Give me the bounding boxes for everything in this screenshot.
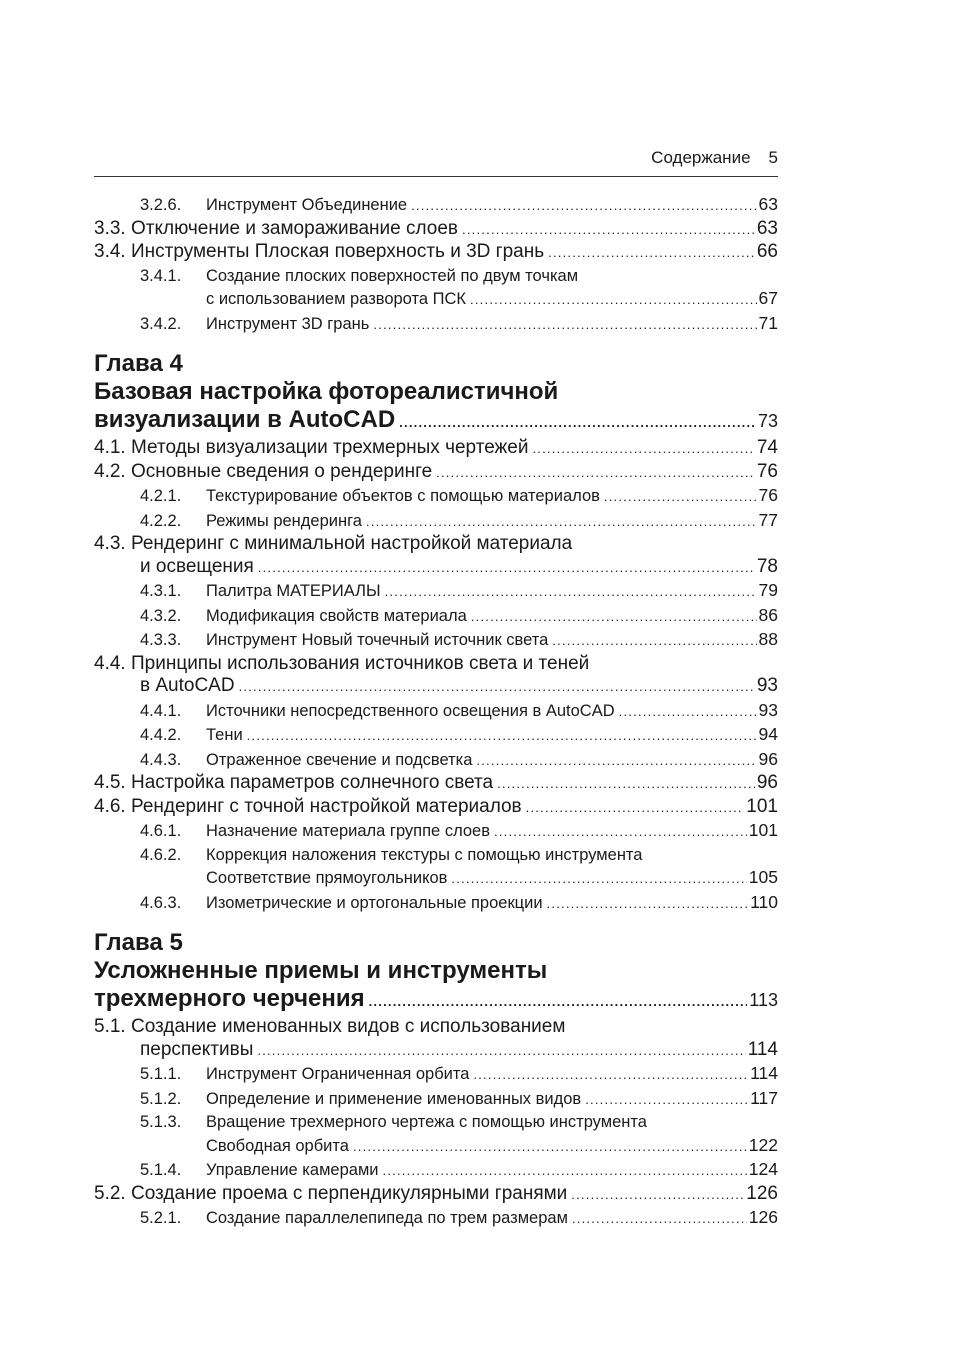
entry-number: 5.2.1. (140, 1209, 182, 1227)
entry-number: 3.3. (94, 217, 126, 239)
entry-number: 4.6. (94, 795, 126, 817)
entry-title: Создание именованных видов с использованием (130, 1016, 566, 1037)
entry-number: 4.3.1. (140, 582, 182, 600)
entry-page-number: 126 (748, 1207, 778, 1227)
toc-entry[interactable] (94, 1016, 778, 1039)
toc-entry[interactable] (94, 748, 778, 773)
toc-entry-continuation[interactable] (94, 556, 778, 580)
dot-leader (572, 1207, 747, 1231)
entry-page-number: 76 (756, 460, 778, 482)
toc-page (94, 144, 778, 1231)
entry-number: 4.4.2. (140, 726, 182, 744)
entry-page-number: 124 (748, 1159, 778, 1179)
dot-leader (366, 510, 757, 534)
dot-leader (451, 867, 746, 891)
entry-title: Тени (206, 726, 243, 744)
entry-page-number: 79 (758, 580, 778, 600)
dot-leader (497, 772, 755, 796)
toc-entry[interactable] (94, 891, 778, 916)
toc-entry-chapter[interactable] (94, 406, 778, 437)
entry-page-number: 63 (758, 194, 778, 214)
toc-entry-continuation[interactable] (94, 1134, 778, 1159)
entry-number: 4.6.3. (140, 893, 182, 912)
entry-number: 4.3. (94, 533, 126, 554)
entry-title: Основные сведения о рендеринге (130, 460, 433, 482)
toc-entry[interactable] (94, 484, 778, 509)
entry-page-number: 86 (758, 604, 778, 625)
entry-number: 4.2.2. (140, 511, 182, 530)
entry-page-number: 76 (758, 485, 778, 505)
toc-entry[interactable] (94, 1087, 778, 1112)
entry-page-number: 105 (748, 867, 778, 887)
toc-entry[interactable] (94, 1158, 778, 1183)
entry-number: 4.6.1. (140, 822, 182, 840)
chapter-title-line: трехмерного черчения (94, 985, 365, 1012)
toc-entry[interactable] (94, 628, 778, 653)
entry-title: Вращение трехмерного чертежа с помощью инструмента (206, 1113, 647, 1131)
entry-title: Коррекция наложения текстуры с помощью инструмента (206, 845, 643, 864)
entry-page-number: 63 (756, 217, 778, 239)
entry-number: 4.2. (94, 460, 126, 482)
entry-page-number: 96 (758, 748, 778, 769)
toc-entry[interactable] (94, 772, 778, 796)
toc-entry[interactable] (94, 1206, 778, 1231)
entry-title: Текстурирование объектов с помощью материалов (206, 487, 600, 505)
toc-entry[interactable] (94, 509, 778, 534)
toc-entry[interactable] (94, 1062, 778, 1087)
chapter-title-line: Базовая настройка фотореалистичной (94, 378, 559, 405)
entry-page-number: 101 (748, 820, 778, 840)
entry-page-number: 73 (757, 411, 778, 431)
entry-title: Рендеринг с точной настройкой материалов (130, 795, 522, 817)
chapter-label: Глава 4 (94, 350, 183, 377)
dot-leader (383, 1159, 747, 1183)
toc-entry-chapter[interactable] (94, 985, 778, 1016)
entry-page-number: 114 (750, 1063, 778, 1083)
entry-title-continued: Свободная орбита (206, 1136, 349, 1155)
entry-title-continued: перспективы (140, 1038, 254, 1060)
entry-title: Рендеринг с минимальной настройкой материала (130, 533, 573, 554)
entry-title: Назначение материала группе слоев (206, 822, 490, 840)
toc-entry[interactable] (94, 1183, 778, 1207)
entry-number: 3.2.6. (140, 196, 182, 214)
entry-title-continued: в AutoCAD (140, 675, 235, 696)
entry-title: Инструмент Ограниченная орбита (206, 1065, 470, 1083)
entry-title: Инструменты Плоская поверхность и 3D грань (130, 241, 545, 262)
entry-title: Создание плоских поверхностей по двум точкам (206, 266, 579, 285)
entry-page-number: 93 (756, 675, 778, 696)
entry-number: 5.1.1. (140, 1065, 182, 1083)
dot-leader (552, 629, 756, 653)
entry-number: 3.4. (94, 241, 126, 262)
entry-number: 5.1.3. (140, 1113, 182, 1131)
dot-leader (571, 1183, 744, 1207)
entry-number: 4.4.3. (140, 750, 182, 769)
toc-entry[interactable] (94, 312, 778, 337)
entry-title: Палитра МАТЕРИАЛЫ (206, 582, 381, 600)
entry-title-continued: с использованием разворота ПСК (206, 290, 467, 308)
toc-entry[interactable] (94, 461, 778, 485)
dot-leader (353, 1135, 747, 1159)
toc-entry[interactable] (94, 265, 778, 288)
entry-number: 4.1. (94, 437, 126, 458)
chapter-title-line: визуализации в AutoCAD (94, 406, 396, 433)
dot-leader (476, 749, 756, 773)
entry-number: 5.2. (94, 1182, 126, 1204)
entry-page-number: 78 (756, 555, 778, 577)
entry-title: Настройка параметров солнечного света (130, 772, 494, 793)
entry-number: 4.4.1. (140, 701, 182, 720)
toc-entry[interactable] (94, 819, 778, 844)
running-header (94, 144, 778, 177)
entry-number: 4.4. (94, 652, 126, 674)
entry-title: Источники непосредственного освещения в AutoCAD (206, 701, 615, 720)
toc-entry-continuation[interactable] (94, 287, 778, 312)
toc-entry[interactable] (94, 844, 778, 867)
chapter-label: Глава 5 (94, 929, 183, 956)
entry-page-number: 96 (756, 772, 778, 793)
entry-number: 3.4.1. (140, 266, 182, 285)
entry-title: Создание параллелепипеда по трем размерам (206, 1209, 568, 1227)
page-number: 5 (768, 148, 778, 167)
entry-page-number: 88 (758, 629, 778, 649)
dot-leader (247, 724, 757, 748)
toc-entry[interactable] (94, 533, 778, 556)
entry-page-number: 74 (756, 437, 778, 458)
entry-page-number: 77 (758, 509, 778, 530)
dot-leader (532, 437, 754, 461)
dot-leader (258, 556, 755, 580)
dot-leader (385, 580, 757, 604)
running-header-section: Содержание (651, 148, 751, 167)
dot-leader (604, 485, 757, 509)
dot-leader (473, 1063, 748, 1087)
entry-page-number: 122 (748, 1134, 778, 1155)
dot-leader (239, 675, 755, 699)
entry-number: 5.1.4. (140, 1161, 182, 1179)
chapter-title-line: Усложненные приемы и инструменты (94, 957, 548, 984)
toc-entry-continuation[interactable] (94, 866, 778, 891)
entry-title: Режимы рендеринга (206, 511, 362, 530)
toc-entry[interactable] (94, 437, 778, 461)
dot-leader (369, 985, 748, 1016)
entry-page-number: 67 (758, 288, 778, 308)
dot-leader (257, 1039, 745, 1063)
toc-entry-continuation[interactable] (94, 675, 778, 699)
dot-leader (373, 313, 756, 337)
entry-title: Создание проема с перпендикулярными гранями (130, 1182, 568, 1204)
toc-entry-continuation[interactable] (94, 1039, 778, 1063)
entry-number: 4.6.2. (140, 845, 182, 864)
dot-leader (526, 796, 745, 820)
entry-title: Принципы использования источников света и теней (130, 652, 590, 674)
entry-page-number: 66 (756, 241, 778, 262)
dot-leader (470, 288, 757, 312)
entry-page-number: 71 (758, 312, 778, 333)
entry-page-number: 94 (758, 724, 778, 744)
entry-page-number: 114 (747, 1038, 778, 1060)
entry-number: 4.2.1. (140, 487, 182, 505)
toc-entry[interactable] (94, 604, 778, 629)
dot-leader (436, 461, 755, 485)
entry-title: Инструмент Новый точечный источник света (206, 631, 549, 649)
entry-title: Отключение и замораживание слоев (130, 217, 459, 239)
entry-page-number: 113 (749, 990, 778, 1010)
toc-entry[interactable] (94, 796, 778, 820)
entry-title: Определение и применение именованных видов (206, 1089, 582, 1108)
toc-entry[interactable] (94, 193, 778, 218)
dot-leader (471, 605, 757, 629)
entry-title: Управление камерами (206, 1161, 379, 1179)
toc-entry[interactable] (94, 723, 778, 748)
entry-number: 5.1. (94, 1016, 126, 1037)
dot-leader (399, 406, 756, 437)
entry-title: Инструмент Объединение (206, 196, 408, 214)
entry-page-number: 126 (746, 1182, 778, 1204)
entry-title-continued: и освещения (140, 555, 254, 577)
entry-number: 5.1.2. (140, 1089, 182, 1108)
entry-page-number: 93 (758, 699, 778, 720)
dot-leader (411, 194, 756, 218)
dot-leader (547, 892, 749, 916)
entry-number: 4.5. (94, 772, 126, 793)
dot-leader (619, 700, 757, 724)
toc-entry[interactable] (94, 218, 778, 242)
entry-title: Отраженное свечение и подсветка (206, 750, 473, 769)
entry-title-continued: Соответствие прямоугольников (206, 869, 448, 887)
dot-leader (494, 820, 747, 844)
table-of-contents (94, 193, 778, 1231)
entry-title: Модификация свойств материала (206, 606, 467, 625)
toc-entry[interactable] (94, 699, 778, 724)
toc-entry[interactable] (94, 241, 778, 265)
toc-entry[interactable] (94, 1111, 778, 1134)
toc-entry[interactable] (94, 579, 778, 604)
entry-number: 3.4.2. (140, 314, 182, 333)
entry-title: Изометрические и ортогональные проекции (206, 893, 543, 912)
entry-page-number: 110 (750, 891, 778, 912)
dot-leader (548, 241, 755, 265)
dot-leader (585, 1088, 748, 1112)
entry-number: 4.3.2. (140, 606, 182, 625)
entry-number: 4.3.3. (140, 631, 182, 649)
entry-page-number: 117 (750, 1087, 778, 1108)
entry-title: Инструмент 3D грань (206, 314, 370, 333)
toc-entry[interactable] (94, 653, 778, 676)
dot-leader (462, 218, 755, 242)
entry-page-number: 101 (746, 795, 778, 817)
entry-title: Методы визуализации трехмерных чертежей (130, 437, 529, 458)
